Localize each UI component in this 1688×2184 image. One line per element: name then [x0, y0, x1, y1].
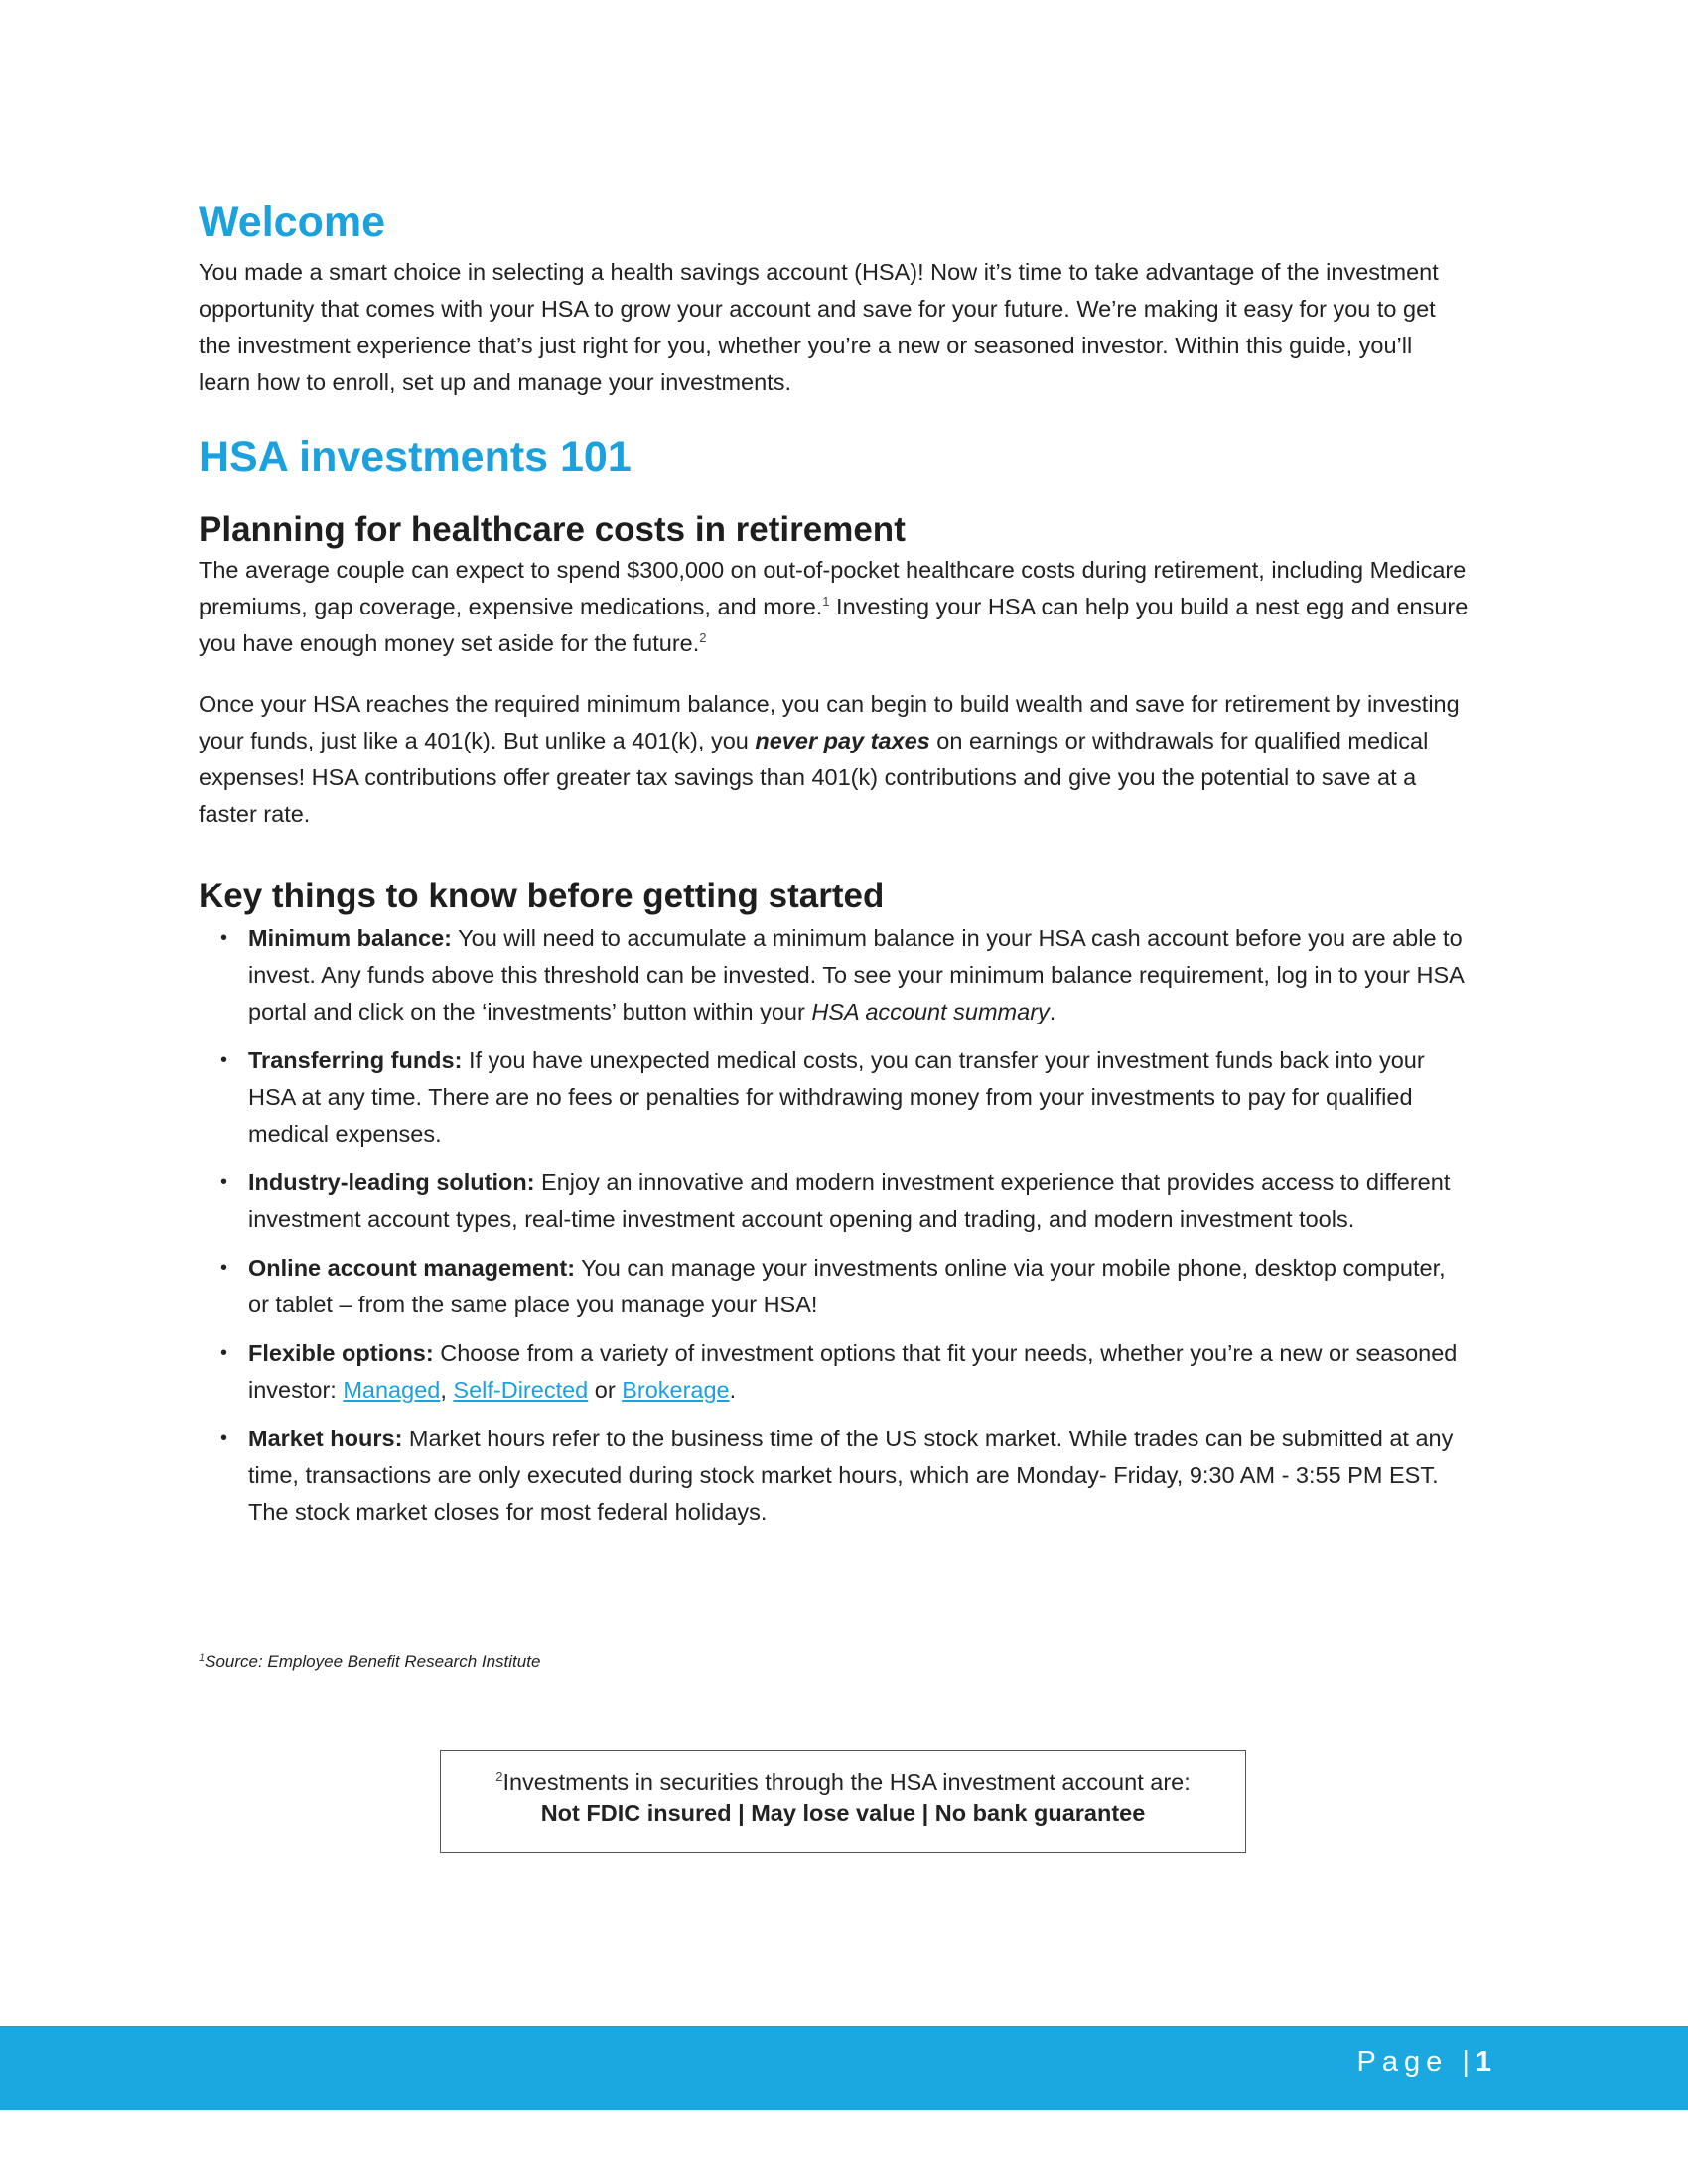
- planning-heading: Planning for healthcare costs in retirement: [199, 510, 906, 549]
- footnote-ref-1: 1: [822, 594, 830, 609]
- planning-text-c: Once your HSA reaches the required minimum balance, you can begin to build wealth and save for retirement by investing your funds, just like a 401(k). But unlike a 401(k), you: [199, 691, 1460, 753]
- planning-text-a: The average couple can expect to spend $300,000 on out-of-pocket healthcare costs during retirement, including Medicare premiums, gap coverage, expensive medications, and more.: [199, 557, 1467, 619]
- key-things-list: [199, 920, 1470, 1531]
- self-directed-link[interactable]: Self-Directed: [453, 1377, 589, 1403]
- key-things-heading: Key things to know before getting started: [199, 877, 885, 915]
- disclaimer-line-2: Not FDIC insured | May lose value | No bank guarantee: [540, 1800, 1146, 1826]
- bullet-icon: •: [220, 1049, 228, 1071]
- page-separator: |: [1462, 2046, 1470, 2078]
- source-footnote: [199, 1652, 540, 1672]
- hsa-investments-heading: HSA investments 101: [199, 433, 632, 480]
- footer-bar: [0, 2026, 1688, 2110]
- planning-text-b: Investing your HSA can help you build a nest egg and ensure you have enough money set aside for the future.: [199, 594, 1469, 656]
- list-item-market-hours: [199, 1421, 1470, 1531]
- disclaimer-line-1: [441, 1769, 1245, 1796]
- managed-link[interactable]: Managed: [343, 1377, 441, 1403]
- footnote-number: 1: [199, 1652, 206, 1664]
- bullet-icon: •: [220, 1428, 228, 1449]
- item-text: Enjoy an innovative and modern investment experience that provides access to different investment account types, real-time investment account opening and trading, and modern investment tools.: [248, 1169, 1451, 1232]
- page-label: Page: [1356, 2046, 1449, 2078]
- link-separator: ,: [440, 1377, 454, 1403]
- item-label: Flexible options:: [248, 1340, 434, 1366]
- item-text: Market hours refer to the business time of the US stock market. While trades can be submitted at any time, transactions are only executed during stock market hours, which are Monday- Friday, 9:30 AM - 3:55 PM EST. The stock market closes for most federal holidays.: [248, 1426, 1454, 1525]
- item-emphasis: HSA account summary: [811, 999, 1050, 1024]
- brokerage-link[interactable]: Brokerage: [622, 1377, 730, 1403]
- footnote-text: Source: Employee Benefit Research Institute: [205, 1652, 541, 1671]
- list-item-transferring-funds: [199, 1042, 1470, 1153]
- planning-text-d: on earnings or withdrawals for qualified medical expenses! HSA contributions offer greater tax savings than 401(k) contributions and give you the potential to save at a faster rate.: [199, 728, 1429, 827]
- item-tail: .: [729, 1377, 737, 1403]
- item-label: Industry-leading solution:: [248, 1169, 535, 1195]
- planning-paragraph-1: [199, 552, 1470, 662]
- item-label: Market hours:: [248, 1426, 403, 1451]
- item-text: Choose from a variety of investment options that fit your needs, whether you’re a new or seasoned investor:: [248, 1340, 1458, 1403]
- item-text: You will need to accumulate a minimum balance in your HSA cash account before you are able to invest. Any funds above this threshold can be invested. To see your minimum balance requirement, log in to your HSA portal and click on the ‘investments’ button within your: [248, 925, 1464, 1024]
- item-text: You can manage your investments online via your mobile phone, desktop computer, or tablet – from the same place you manage your HSA!: [248, 1255, 1446, 1317]
- item-label: Transferring funds:: [248, 1047, 463, 1073]
- page-number: 1: [1475, 2046, 1491, 2078]
- bullet-icon: •: [220, 1342, 228, 1364]
- list-item-online-account: [199, 1250, 1470, 1323]
- link-separator: or: [588, 1377, 623, 1403]
- item-tail: .: [1049, 999, 1056, 1024]
- item-label: Minimum balance:: [248, 925, 453, 951]
- item-text: If you have unexpected medical costs, you can transfer your investment funds back into your HSA at any time. There are no fees or penalties for withdrawing money from your investments to pay for qualified medical expenses.: [248, 1047, 1425, 1147]
- footnote-ref-2: 2: [699, 630, 707, 645]
- page-content: [199, 195, 1470, 1543]
- list-item-flexible-options: [199, 1335, 1470, 1409]
- item-label: Online account management:: [248, 1255, 576, 1281]
- disclaimer-text: Investments in securities through the HSA investment account are:: [502, 1769, 1191, 1795]
- welcome-paragraph: You made a smart choice in selecting a health savings account (HSA)! Now it’s time to take advantage of the investment opportunity that comes with your HSA to grow your account and save for your future. We’re making it easy for you to get the investment experience that’s just right for you, whether you’re a new or seasoned investor. Within this guide, you’ll learn how to enroll, set up and manage your investments.: [199, 259, 1439, 395]
- list-item-minimum-balance: [199, 920, 1470, 1030]
- planning-paragraph-2: [199, 686, 1470, 833]
- bullet-icon: •: [220, 1257, 228, 1279]
- bullet-icon: •: [220, 1171, 228, 1193]
- disclaimer-box: [440, 1750, 1246, 1853]
- page-number-label: [1357, 2046, 1491, 2079]
- welcome-heading: Welcome: [199, 199, 385, 246]
- never-pay-taxes-emphasis: never pay taxes: [755, 728, 930, 753]
- list-item-industry-leading: [199, 1164, 1470, 1238]
- bullet-icon: •: [220, 927, 228, 949]
- disclaimer-footnote-number: 2: [495, 1769, 503, 1784]
